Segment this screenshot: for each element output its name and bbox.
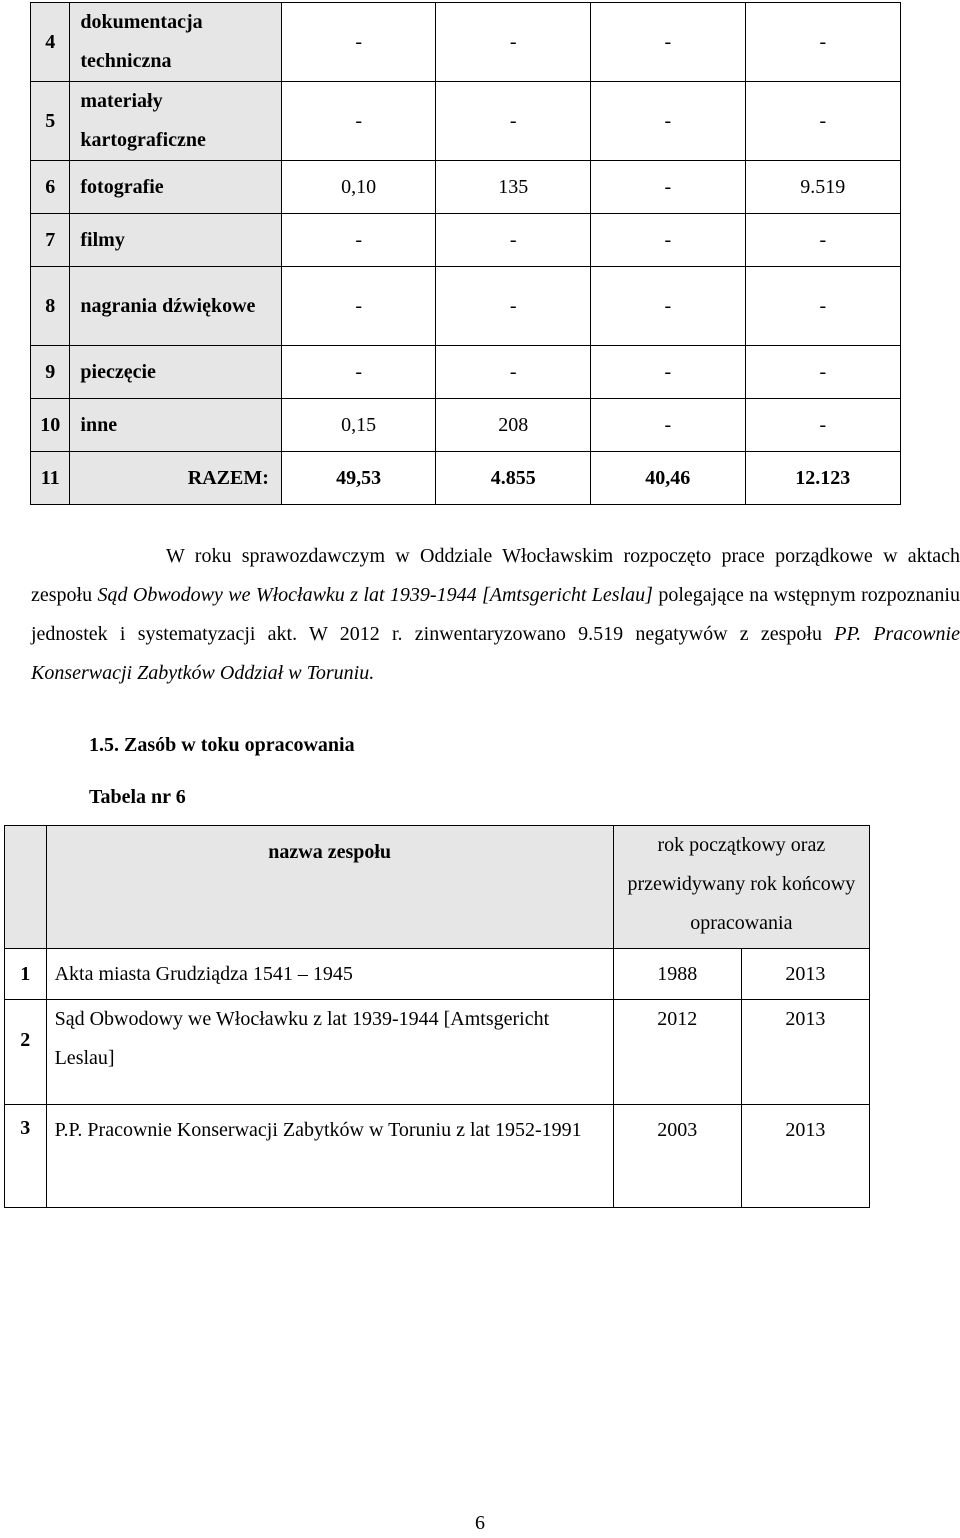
fond-name: Sąd Obwodowy we Włocławku z lat 1939-1944 [Amtsgericht Leslau] xyxy=(46,1000,613,1105)
cell-value: - xyxy=(591,161,746,214)
total-label: RAZEM: xyxy=(70,452,281,505)
row-number: 3 xyxy=(5,1105,47,1208)
row-number: 9 xyxy=(31,346,70,399)
section-heading: 1.5. Zasób w toku opracowania xyxy=(89,734,355,756)
total-value: 40,46 xyxy=(591,452,746,505)
table-row xyxy=(31,399,901,452)
cell-value: - xyxy=(281,267,436,346)
table-row xyxy=(31,267,901,346)
row-number: 11 xyxy=(31,452,70,505)
table-row xyxy=(31,214,901,267)
row-number: 10 xyxy=(31,399,70,452)
table-row xyxy=(31,3,901,82)
paragraph-text: polegające na wstępnym rozpoznaniu jednostek i systematyzacji akt. W 2012 r. zinwentaryzowano 9.519 negatywów z zespołu xyxy=(31,584,960,645)
cell-value: - xyxy=(591,214,746,267)
cell-value: - xyxy=(745,3,900,82)
cell-value: - xyxy=(281,82,436,161)
cell-value: 0,15 xyxy=(281,399,436,452)
header-years: rok początkowy oraz przewidywany rok końcowy opracowania xyxy=(613,826,869,949)
cell-value: 135 xyxy=(436,161,591,214)
cell-value: - xyxy=(281,346,436,399)
row-name: dokumentacja techniczna xyxy=(70,3,281,82)
cell-value: - xyxy=(436,3,591,82)
cell-value: - xyxy=(281,3,436,82)
start-year: 1988 xyxy=(613,949,741,1000)
fonds-in-progress-table xyxy=(4,825,870,1208)
total-value: 49,53 xyxy=(281,452,436,505)
total-row xyxy=(31,452,901,505)
paragraph-text: W roku sprawozdawczym w Oddziale Włocławskim rozpoczęto prace porządkowe w aktach zespołu xyxy=(31,545,960,606)
cell-value: - xyxy=(436,346,591,399)
table-caption: Tabela nr 6 xyxy=(89,786,186,808)
row-number: 8 xyxy=(31,267,70,346)
table-row xyxy=(5,1000,870,1105)
cell-value: - xyxy=(591,399,746,452)
cell-value: 208 xyxy=(436,399,591,452)
end-year: 2013 xyxy=(741,949,869,1000)
row-number: 1 xyxy=(5,949,47,1000)
fond-name: P.P. Pracownie Konserwacji Zabytków w Toruniu z lat 1952-1991 xyxy=(46,1105,613,1208)
row-name: filmy xyxy=(70,214,281,267)
table-row xyxy=(31,346,901,399)
row-number: 4 xyxy=(31,3,70,82)
cell-value: - xyxy=(591,3,746,82)
row-name: nagrania dźwiękowe xyxy=(70,267,281,346)
cell-value: - xyxy=(745,346,900,399)
cell-value: - xyxy=(745,214,900,267)
cell-value: - xyxy=(745,267,900,346)
table-row xyxy=(31,161,901,214)
header-number-cell xyxy=(5,826,47,949)
total-value: 4.855 xyxy=(436,452,591,505)
cell-value: - xyxy=(745,82,900,161)
cell-value: 9.519 xyxy=(745,161,900,214)
cell-value: - xyxy=(436,267,591,346)
header-fond-name: nazwa zespołu xyxy=(46,826,613,949)
end-year: 2013 xyxy=(741,1105,869,1208)
table-header-row xyxy=(5,826,870,949)
archive-stats-table xyxy=(30,2,901,505)
cell-value: - xyxy=(281,214,436,267)
fond-name: Sąd Obwodowy we Włocławku z lat 1939-1944 [Amtsgericht Leslau] xyxy=(97,584,653,606)
cell-value: - xyxy=(436,82,591,161)
table-row xyxy=(5,1105,870,1208)
row-number: 5 xyxy=(31,82,70,161)
fond-name: Akta miasta Grudziądza 1541 – 1945 xyxy=(46,949,613,1000)
total-value: 12.123 xyxy=(745,452,900,505)
page-number: 6 xyxy=(475,1512,485,1534)
row-number: 7 xyxy=(31,214,70,267)
row-name: fotografie xyxy=(70,161,281,214)
row-name: pieczęcie xyxy=(70,346,281,399)
cell-value: 0,10 xyxy=(281,161,436,214)
cell-value: - xyxy=(745,399,900,452)
row-number: 2 xyxy=(5,1000,47,1105)
cell-value: - xyxy=(591,82,746,161)
report-paragraph xyxy=(31,537,960,693)
row-name: materiały kartograficzne xyxy=(70,82,281,161)
start-year: 2012 xyxy=(613,1000,741,1105)
start-year: 2003 xyxy=(613,1105,741,1208)
row-name: inne xyxy=(70,399,281,452)
cell-value: - xyxy=(436,214,591,267)
fond-name: PP. Pracownie Konserwacji Zabytków Oddział w Toruniu. xyxy=(31,623,960,684)
table-row xyxy=(31,82,901,161)
end-year: 2013 xyxy=(741,1000,869,1105)
row-number: 6 xyxy=(31,161,70,214)
cell-value: - xyxy=(591,267,746,346)
cell-value: - xyxy=(591,346,746,399)
table-row xyxy=(5,949,870,1000)
